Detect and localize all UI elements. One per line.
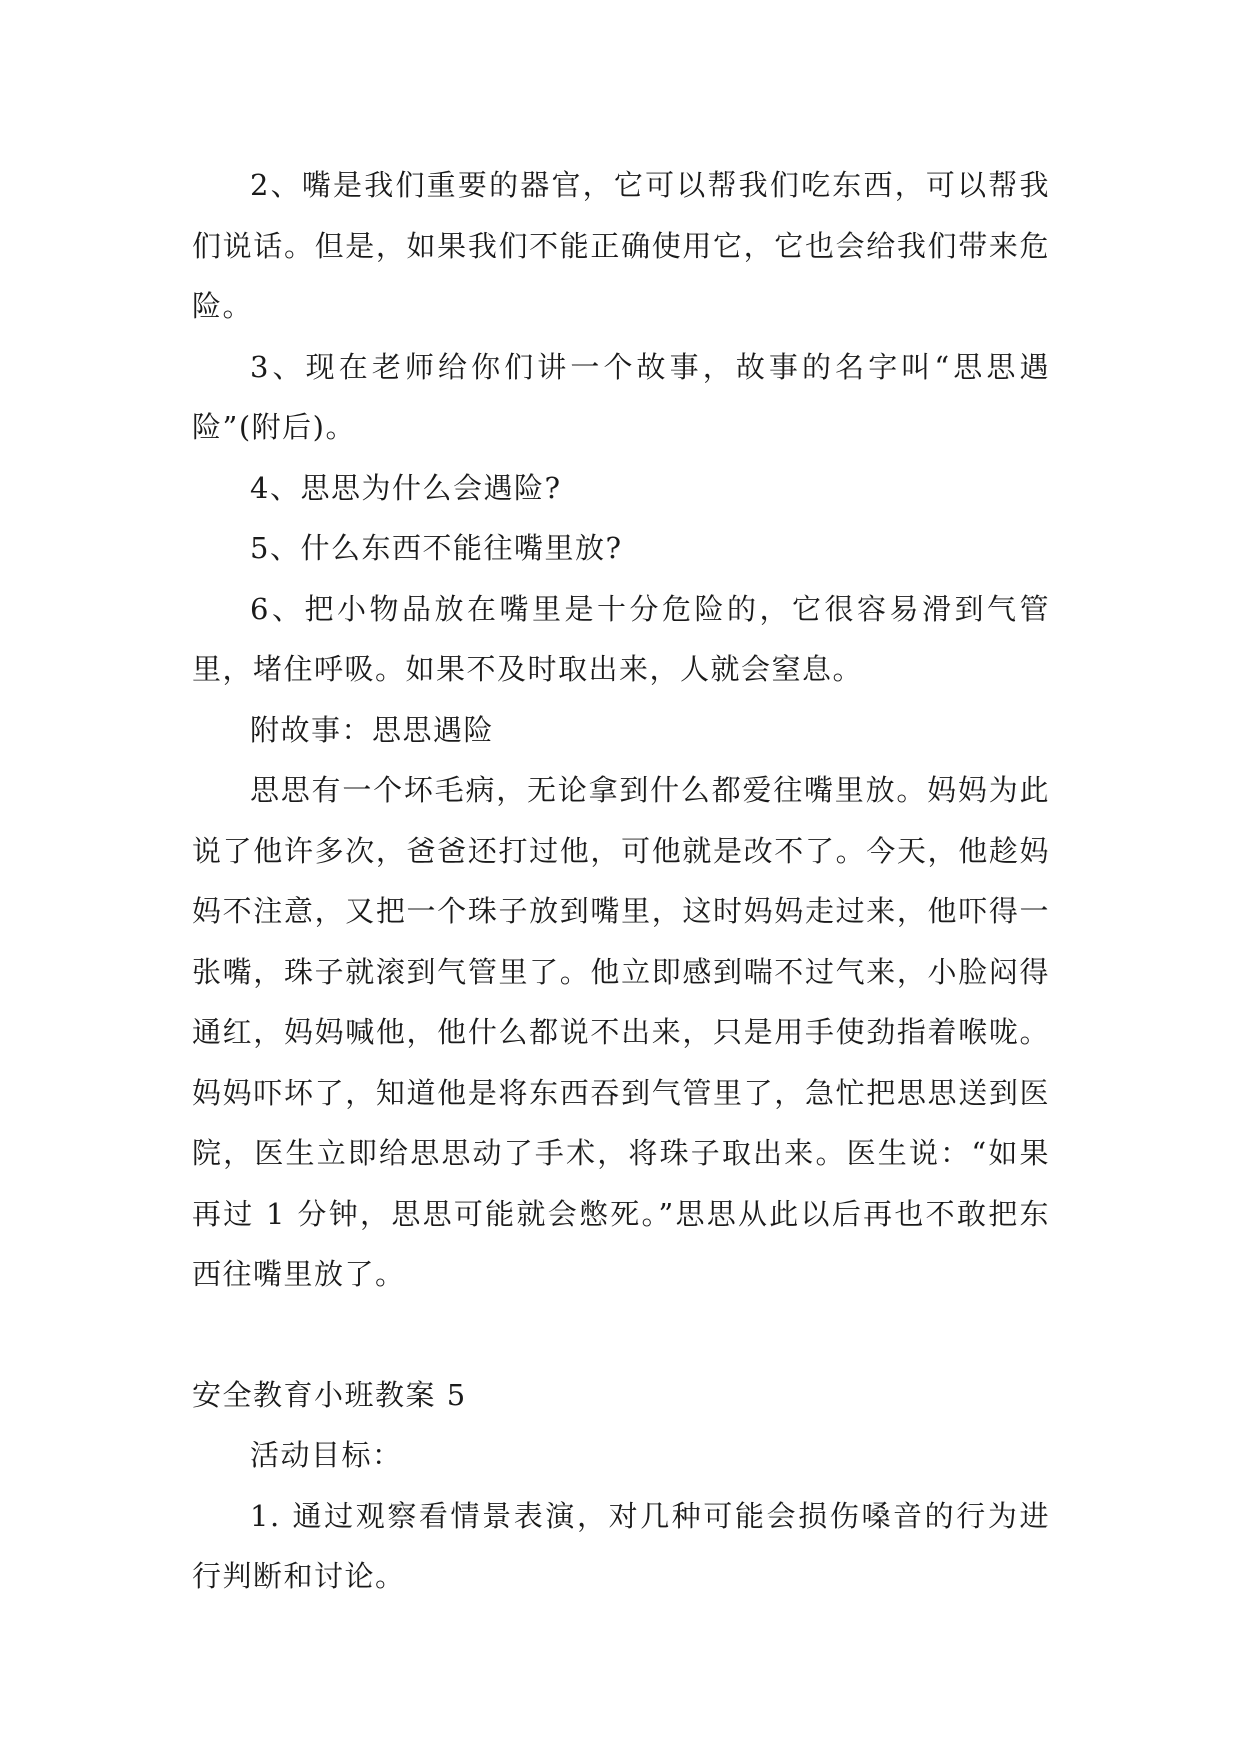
paragraph-item-3: 3、现在老师给你们讲一个故事，故事的名字叫“思思遇险”(附后)。 bbox=[192, 349, 1050, 444]
section-heading: 安全教育小班教案 5 bbox=[192, 1377, 467, 1412]
activity-goal-1: 1. 通过观察看情景表演，对几种可能会损伤嗓音的行为进行判断和讨论。 bbox=[192, 1498, 1050, 1593]
paragraph-item-5: 5、什么东西不能往嘴里放? bbox=[250, 531, 623, 565]
story-body: 思思有一个坏毛病，无论拿到什么都爱往嘴里放。妈妈为此说了他许多次，爸爸还打过他，可他就是改不了。今天，他趁妈妈不注意，又把一个珠子放到嘴里，这时妈妈走过来，他吓得一张嘴，珠子就滚到气管里了。他立即感到喘不过气来，小脸闷得通红，妈妈喊他，他什么都说不出来，只是用手使劲指着喉咙。妈妈吓坏了，知道他是将东西吞到气管里了，急忙把思思送到医院，医生立即给思思动了手术，将珠子取出来。医生说：“如果再过 1 分钟，思思可能就会憋死。”思思从此以后再也不敢把东西往嘴里放了。 bbox=[192, 773, 1050, 1291]
story-title: 附故事：思思遇险 bbox=[250, 712, 495, 747]
activity-goals-label: 活动目标： bbox=[250, 1438, 403, 1472]
paragraph-item-2: 2、嘴是我们重要的器官，它可以帮我们吃东西，可以帮我们说话。但是，如果我们不能正确使用它，它也会给我们带来危险。 bbox=[192, 168, 1050, 323]
paragraph-item-4: 4、思思为什么会遇险? bbox=[250, 470, 562, 505]
paragraph-item-6: 6、把小物品放在嘴里是十分危险的，它很容易滑到气管里，堵住呼吸。如果不及时取出来，人就会窒息。 bbox=[192, 591, 1050, 686]
document-body bbox=[192, 155, 1050, 1607]
